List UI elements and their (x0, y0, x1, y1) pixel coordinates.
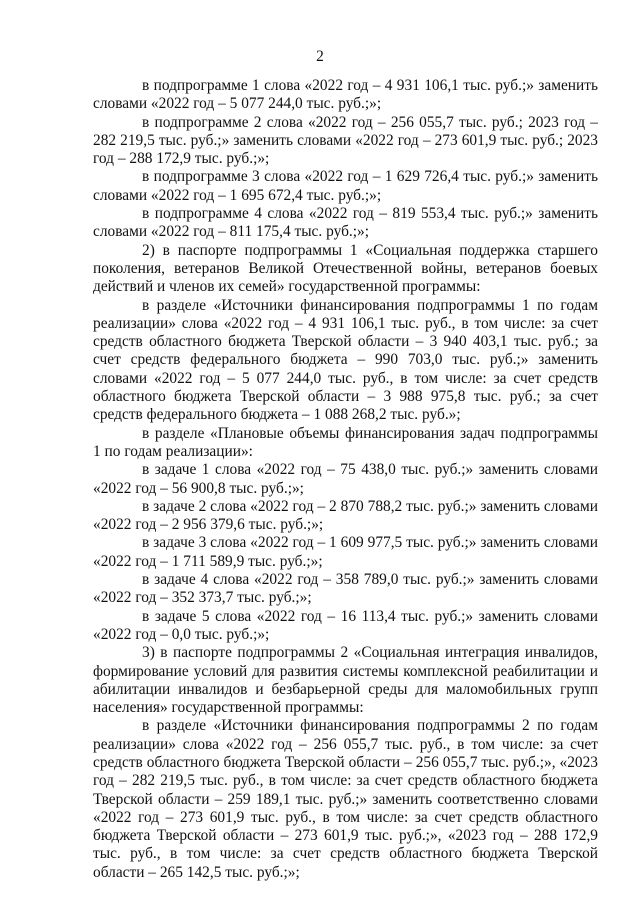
paragraph-task-4: в задаче 4 слова «2022 год – 358 789,0 тыс. руб.;» заменить словами «2022 год – 352 373,7 тыс. руб.;»; (93, 571, 598, 607)
page-number: 2 (316, 48, 324, 65)
paragraph-item-2: 2) в паспорте подпрограммы 1 «Социальная поддержка старшего поколения, ветеранов Великой Отечественной войны, ветеранов боевых действий и членов их семей» государственной программы: (93, 241, 598, 296)
paragraph-subprogram-1: в подпрограмме 1 слова «2022 год – 4 931 106,1 тыс. руб.;» заменить словами «2022 год – 5 077 244,0 тыс. руб.;»; (93, 77, 598, 113)
paragraph-funding-sources-1: в разделе «Источники финансирования подпрограммы 1 по годам реализации» слова «2022 год – 4 931 106,1 тыс. руб., в том числе: за счет средств областного бюджета Тверской области – 3 940 403,1 тыс. руб.; за счет средств федерального бюджета – 990 703,0 тыс. руб.;» заменить словами «2022 год – 5 077 244,0 тыс. руб., в том числе: за счет средств областного бюджета Тверской области – 3 988 975,8 тыс. руб.; за счет средств федерального бюджета – 1 088 268,2 тыс. руб.»; (93, 296, 598, 424)
paragraph-task-3: в задаче 3 слова «2022 год – 1 609 977,5 тыс. руб.;» заменить словами «2022 год – 1 711 589,9 тыс. руб.;»; (93, 534, 598, 570)
paragraph-planned-volumes: в разделе «Плановые объемы финансирования задач подпрограммы 1 по годам реализации»: (93, 424, 598, 460)
paragraph-subprogram-3: в подпрограмме 3 слова «2022 год – 1 629 726,4 тыс. руб.;» заменить словами «2022 год – 1 695 672,4 тыс. руб.;»; (93, 168, 598, 204)
paragraph-funding-sources-2: в разделе «Источники финансирования подпрограммы 2 по годам реализации» слова «2022 год – 256 055,7 тыс. руб., в том числе: за счет средств областного бюджета Тверской области – 256 055,7 тыс. руб.;», «2023 год – 282 219,5 тыс. руб., в том числе: за счет средств областного бюджета Тверской области – 259 189,1 тыс. руб.;» заменить соответственно словами «2022 год – 273 601,9 тыс. руб., в том числе: за счет средств областного бюджета Тверской области – 273 601,9 тыс. руб.;», «2023 год – 288 172,9 тыс. руб., в том числе: за счет средств областного бюджета Тверской области – 265 142,5 тыс. руб.;»; (93, 717, 598, 881)
paragraph-task-2: в задаче 2 слова «2022 год – 2 870 788,2 тыс. руб.;» заменить словами «2022 год – 2 956 379,6 тыс. руб.;»; (93, 497, 598, 534)
paragraph-item-3: 3) в паспорте подпрограммы 2 «Социальная интеграция инвалидов, формирование условий для развития системы комплексной реабилитации и абилитации инвалидов и безбарьерной среды для маломобильных групп населения» государственной программы: (93, 644, 598, 717)
document-body (93, 77, 598, 882)
paragraph-subprogram-4: в подпрограмме 4 слова «2022 год – 819 553,4 тыс. руб.;» заменить словами «2022 год – 811 175,4 тыс. руб.;»; (93, 205, 598, 241)
paragraph-task-1: в задаче 1 слова «2022 год – 75 438,0 тыс. руб.;» заменить словами «2022 год – 56 900,8 тыс. руб.;»; (93, 461, 598, 497)
paragraph-subprogram-2: в подпрограмме 2 слова «2022 год – 256 055,7 тыс. руб.; 2023 год – 282 219,5 тыс. руб.;» заменить словами «2022 год – 273 601,9 тыс. руб.; 2023 год – 288 172,9 тыс. руб.;»; (93, 113, 598, 168)
paragraph-task-5: в задаче 5 слова «2022 год – 16 113,4 тыс. руб.;» заменить словами «2022 год – 0,0 тыс. руб.;»; (93, 607, 598, 643)
